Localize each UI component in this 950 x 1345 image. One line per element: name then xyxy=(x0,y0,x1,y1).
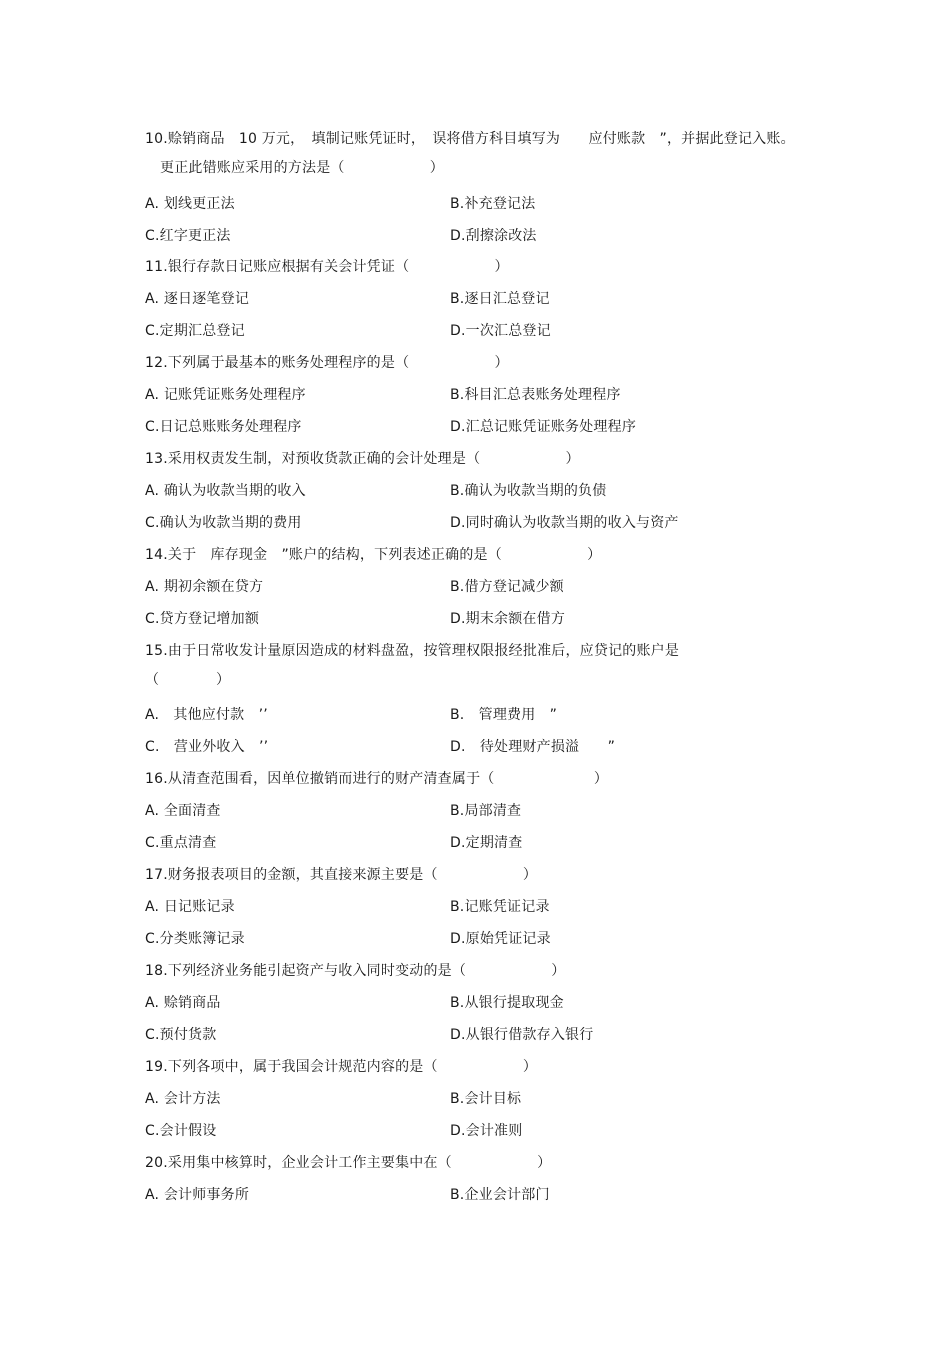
question-17-option-b: B.记账凭证记录 xyxy=(450,899,550,915)
question-12-option-c: C.日记总账账务处理程序 xyxy=(145,419,302,435)
question-12-option-a: A. 记账凭证账务处理程序 xyxy=(145,387,306,403)
question-11-option-b: B.逐日汇总登记 xyxy=(450,291,550,307)
question-17-option-c: C.分类账簿记录 xyxy=(145,931,245,947)
question-14-option-a: A. 期初余额在贷方 xyxy=(145,579,264,595)
question-12-option-b: B.科目汇总表账务处理程序 xyxy=(450,387,621,403)
question-17-option-d: D.原始凭证记录 xyxy=(450,931,551,947)
question-10-option-c: C.红字更正法 xyxy=(145,228,231,244)
question-19-option-c: C.会计假设 xyxy=(145,1123,217,1139)
question-13-option-b: B.确认为收款当期的负债 xyxy=(450,483,607,499)
question-19-stem: 19.下列各项中，属于我国会计规范内容的是（ ） xyxy=(145,1059,538,1075)
question-14-option-d: D.期末余额在借方 xyxy=(450,611,566,627)
question-15-option-c: C. 营业外收入 ’’ xyxy=(145,739,269,755)
question-16-option-d: D.定期清查 xyxy=(450,835,523,851)
question-18-stem: 18.下列经济业务能引起资产与收入同时变动的是（ ） xyxy=(145,963,566,979)
question-10-option-d: D.刮擦涂改法 xyxy=(450,228,537,244)
question-18-option-d: D.从银行借款存入银行 xyxy=(450,1027,594,1043)
question-11-option-c: C.定期汇总登记 xyxy=(145,323,245,339)
question-10-option-b: B.补充登记法 xyxy=(450,196,536,212)
question-15-stem-cont: （ ） xyxy=(145,672,231,688)
question-13-stem: 13.采用权责发生制，对预收货款正确的会计处理是（ ） xyxy=(145,451,580,467)
question-19-option-a: A. 会计方法 xyxy=(145,1091,221,1107)
question-14-option-c: C.贷方登记增加额 xyxy=(145,611,260,627)
question-14-stem: 14.关于 库存现金 ”账户的结构，下列表述正确的是（ ） xyxy=(145,547,602,563)
question-19-option-b: B.会计目标 xyxy=(450,1091,522,1107)
question-14-option-b: B.借方登记减少额 xyxy=(450,579,564,595)
question-19-option-d: D.会计准则 xyxy=(450,1123,523,1139)
question-15-option-d: D. 待处理财产损溢 ” xyxy=(450,739,616,755)
question-18-option-b: B.从银行提取现金 xyxy=(450,995,564,1011)
question-20-stem: 20.采用集中核算时，企业会计工作主要集中在（ ） xyxy=(145,1155,552,1171)
question-15-option-a: A. 其他应付款 ’’ xyxy=(145,707,268,723)
question-10-stem-cont: 更正此错账应采用的方法是（ ） xyxy=(160,160,444,176)
question-16-option-c: C.重点清查 xyxy=(145,835,217,851)
question-12-option-d: D.汇总记账凭证账务处理程序 xyxy=(450,419,637,435)
question-16-stem: 16.从清查范围看，因单位撤销而进行的财产清查属于（ ） xyxy=(145,771,609,787)
question-20-option-b: B.企业会计部门 xyxy=(450,1187,550,1203)
question-10-stem: 10.赊销商品 10 万元， 填制记账凭证时， 误将借方科目填写为 应付账款 ”，并据此登记入账。 xyxy=(145,131,795,147)
question-17-option-a: A. 日记账记录 xyxy=(145,899,235,915)
question-17-stem: 17.财务报表项目的金额，其直接来源主要是（ ） xyxy=(145,867,538,883)
question-12-stem: 12.下列属于最基本的账务处理程序的是（ ） xyxy=(145,355,509,371)
question-11-stem: 11.银行存款日记账应根据有关会计凭证（ ） xyxy=(145,259,509,275)
question-11-option-d: D.一次汇总登记 xyxy=(450,323,551,339)
question-18-option-c: C.预付货款 xyxy=(145,1027,217,1043)
question-15-stem: 15.由于日常收发计量原因造成的材料盘盈，按管理权限报经批准后，应贷记的账户是 xyxy=(145,643,680,659)
question-10-option-a: A. 划线更正法 xyxy=(145,196,235,212)
question-11-option-a: A. 逐日逐笔登记 xyxy=(145,291,250,307)
question-18-option-a: A. 赊销商品 xyxy=(145,995,221,1011)
question-16-option-b: B.局部清查 xyxy=(450,803,522,819)
question-15-option-b: B. 管理费用 ” xyxy=(450,707,558,723)
question-20-option-a: A. 会计师事务所 xyxy=(145,1187,250,1203)
question-16-option-a: A. 全面清查 xyxy=(145,803,221,819)
question-13-option-d: D.同时确认为收款当期的收入与资产 xyxy=(450,515,679,531)
question-13-option-a: A. 确认为收款当期的收入 xyxy=(145,483,306,499)
question-13-option-c: C.确认为收款当期的费用 xyxy=(145,515,302,531)
